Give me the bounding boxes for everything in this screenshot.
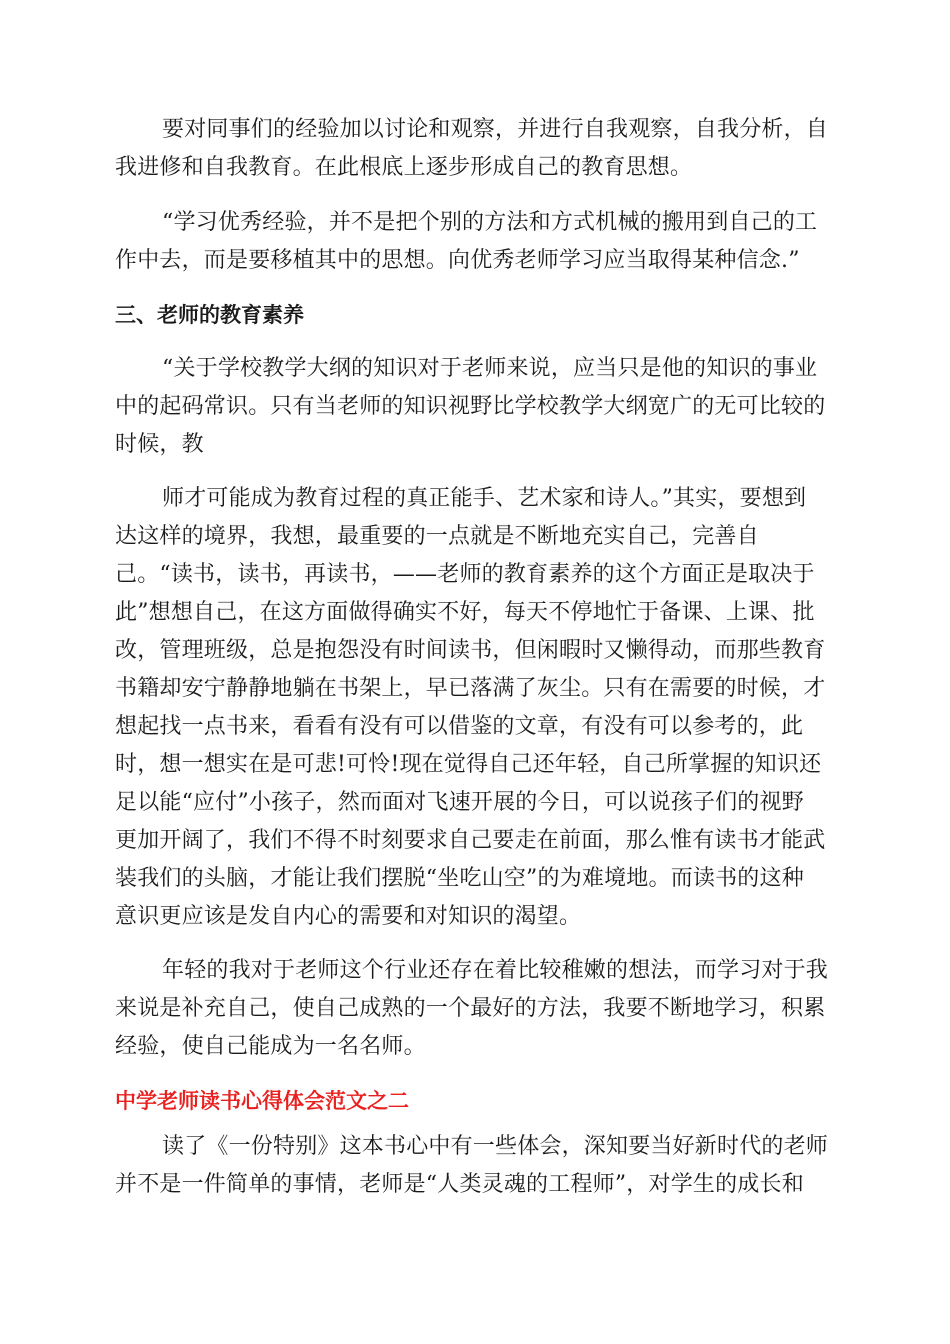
text-line: 改，管理班级，总是抱怨没有时间读书，但闲暇时又懒得动，而那些教育 bbox=[115, 638, 826, 663]
text-line: 书籍却安宁静静地躺在书架上，早已落满了灰尘。只有在需要的时候，才 bbox=[115, 676, 826, 701]
text-line: 意识更应该是发自内心的需要和对知识的渴望。 bbox=[115, 904, 582, 929]
text-line: 己。“读书，读书，再读书，——老师的教育素养的这个方面正是取决于 bbox=[115, 562, 815, 587]
text-line: 读了《一份特别》这本书心中有一些体会，深知要当好新时代的老师 bbox=[162, 1134, 829, 1159]
text-line: “关于学校教学大纲的知识对于老师来说，应当只是他的知识的事业 bbox=[162, 356, 818, 381]
text-line: 装我们的头脑，才能让我们摆脱“坐吃山空”的为难境地。而读书的这种 bbox=[115, 866, 804, 891]
text-line: 师才可能成为教育过程的真正能手、艺术家和诗人。”其实，要想到 bbox=[162, 486, 807, 511]
text-line: 经验，使自己能成为一名名师。 bbox=[115, 1034, 426, 1059]
text-line: 年轻的我对于老师这个行业还存在着比较稚嫩的想法，而学习对于我 bbox=[162, 958, 829, 983]
text-line: 达这样的境界，我想，最重要的一点就是不断地充实自己，完善自 bbox=[115, 524, 759, 549]
text-line: 更加开阔了，我们不得不时刻要求自己要走在前面，那么惟有读书才能武 bbox=[115, 828, 826, 853]
text-line: 中的起码常识。只有当老师的知识视野比学校教学大纲宽广的无可比较的 bbox=[115, 394, 826, 419]
text-line: 作中去，而是要移植其中的思想。向优秀老师学习应当取得某种信念.” bbox=[115, 248, 800, 273]
text-line: 并不是一件简单的事情，老师是“人类灵魂的工程师”，对学生的成长和 bbox=[115, 1172, 804, 1197]
section-heading: 三、老师的教育素养 bbox=[115, 303, 304, 327]
text-line: 要对同事们的经验加以讨论和观察，并进行自我观察，自我分析，自 bbox=[162, 117, 829, 142]
text-line: 我进修和自我教育。在此根底上逐步形成自己的教育思想。 bbox=[115, 155, 693, 180]
text-line: 足以能“应付”小孩子，然而面对飞速开展的今日，可以说孩子们的视野 bbox=[115, 790, 804, 815]
text-line: 时候，教 bbox=[115, 432, 204, 457]
text-line: “学习优秀经验，并不是把个别的方法和方式机械的搬用到自己的工 bbox=[162, 210, 818, 235]
text-line: 来说是补充自己，使自己成熟的一个最好的方法，我要不断地学习，积累 bbox=[115, 996, 826, 1021]
text-line: 想起找一点书来，看看有没有可以借鉴的文章，有没有可以参考的，此 bbox=[115, 714, 804, 739]
text-line: 此”想想自己，在这方面做得确实不好，每天不停地忙于备课、上课、批 bbox=[115, 600, 815, 625]
text-line: 时，想一想实在是可悲!可怜!现在觉得自己还年轻，自己所掌握的知识还 bbox=[115, 752, 822, 777]
essay-heading: 中学老师读书心得体会范文之二 bbox=[115, 1089, 409, 1113]
